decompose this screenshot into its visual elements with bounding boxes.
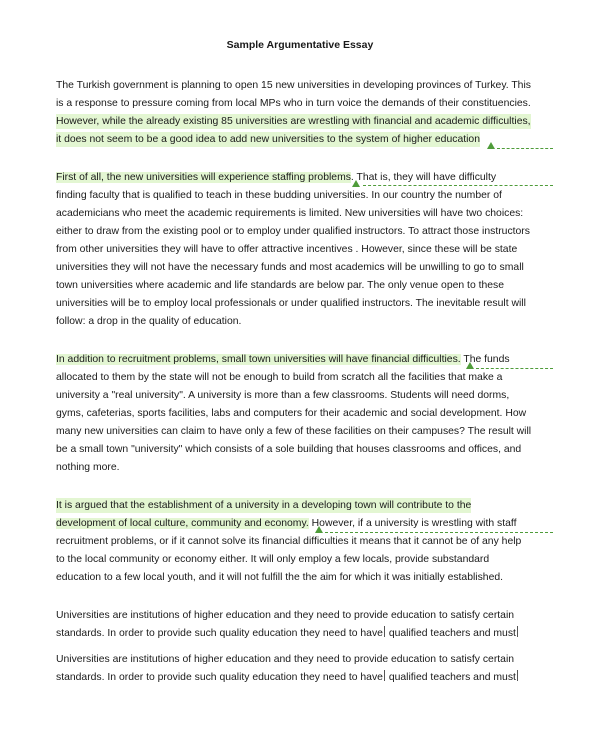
paragraph-4-line-2 (56, 516, 516, 531)
paragraph-1-line-2: is a response to pressure coming from local MPs who in turn voice the demands of their constituencies. (56, 98, 531, 109)
paragraph-2-line-2: finding faculty that is qualified to teach in these budding universities. In our country the number of (56, 190, 502, 201)
comment-marker-icon[interactable] (315, 526, 323, 533)
sentence-continuation: However, if a university is wrestling with staff (308, 518, 517, 529)
paragraph-5-line-2 (56, 626, 519, 641)
paragraph-2-line-1 (56, 170, 496, 185)
paragraph-2-line-9: follow: a drop in the quality of education. (56, 316, 242, 327)
highlighted-sentence: First of all, the new universities will experience staffing problems (56, 172, 351, 183)
paragraph-1-line-1: The Turkish government is planning to open 15 new universities in developing provinces of Turkey. This (56, 80, 531, 91)
paragraph-2-line-6: universities they will not have the necessary funds and most academics will be unwilling to go to small (56, 262, 524, 273)
paragraph-4-line-5: education to a few local youth, and it will not fulfill the the aim for which it was initially established. (56, 572, 504, 583)
paragraph-3-line-7: nothing more. (56, 462, 120, 473)
paragraph-3-line-3: university a "real university". A university is more than a few classrooms. Students will need dorms, (56, 390, 510, 401)
sentence-text: standards. In order to provide such quality education they need to have (56, 628, 383, 639)
paragraph-4-line-3: recruitment problems, or if it cannot solve its financial difficulties it means that it cannot be of any help (56, 536, 522, 547)
paragraph-3-line-1 (56, 352, 510, 367)
paragraph-1-line-3: However, while the already existing 85 universities are wrestling with financial and academic difficulties, (56, 116, 531, 127)
paragraph-6-line-1: Universities are institutions of higher education and they need to provide education to satisfy certain (56, 654, 515, 665)
sentence-continuation: . That is, they will have difficulty (350, 172, 497, 183)
paragraph-6-line-2 (56, 670, 519, 685)
paragraph-5-line-1: Universities are institutions of higher education and they need to provide education to satisfy certain (56, 610, 515, 621)
comment-dashed-line (325, 532, 553, 533)
sentence-continuation: qualified teachers and must (385, 628, 516, 639)
text-cursor (517, 670, 518, 681)
paragraph-2-line-3: academicians who meet the academic requirements is limited. New universities will have two choices: (56, 208, 524, 219)
paragraph-2-line-5: from other universities they will have to offer attractive incentives . However, since these will be state (56, 244, 518, 255)
text-cursor (384, 626, 385, 637)
paragraph-3-line-5: many new universities can claim to have only a few of these facilities on their campuses? The result will (56, 426, 532, 437)
sentence-continuation: The funds (460, 354, 510, 365)
sentence-text: standards. In order to provide such quality education they need to have (56, 672, 383, 683)
paragraph-3-line-2: allocated to them by the state will not be enough to build from scratch all the facilities that make a (56, 372, 503, 383)
sentence-continuation: qualified teachers and must (385, 672, 516, 683)
paragraph-1-line-4: it does not seem to be a good idea to add new universities to the system of higher education (56, 134, 480, 145)
text-cursor (517, 626, 518, 637)
comment-marker-icon[interactable] (466, 362, 474, 369)
highlighted-sentence: In addition to recruitment problems, small town universities will have financial difficulties. (56, 354, 461, 365)
paragraph-4-line-4: to the local community or economy either. It will only employ a few locals, provide substandard (56, 554, 490, 565)
paragraph-3-line-4: gyms, cafeterias, sports facilities, labs and computers for their academic and social development. How (56, 408, 527, 419)
highlighted-sentence: development of local culture, community and economy. (56, 518, 309, 529)
comment-dashed-line (363, 185, 553, 186)
paragraph-2-line-8: universities will be to employ local professionals or under qualified instructors. The inevitable result will (56, 298, 526, 309)
paragraph-3-line-6: be a small town "university" which consists of a sole building that houses classrooms and offices, and (56, 444, 522, 455)
comment-dashed-line (497, 148, 553, 149)
document-title: Sample Argumentative Essay (226, 39, 374, 51)
comment-dashed-line (476, 368, 553, 369)
paragraph-4-line-1: It is argued that the establishment of a university in a developing town will contribute to the (56, 500, 472, 511)
comment-marker-icon[interactable] (352, 180, 360, 187)
text-cursor (384, 670, 385, 681)
comment-marker-icon[interactable] (487, 142, 495, 149)
paragraph-2-line-4: either to draw from the existing pool or to employ under qualified instructors. To attract those instructors (56, 226, 530, 237)
paragraph-2-line-7: town universities where academic and life standards are below par. The only venue open to these (56, 280, 505, 291)
